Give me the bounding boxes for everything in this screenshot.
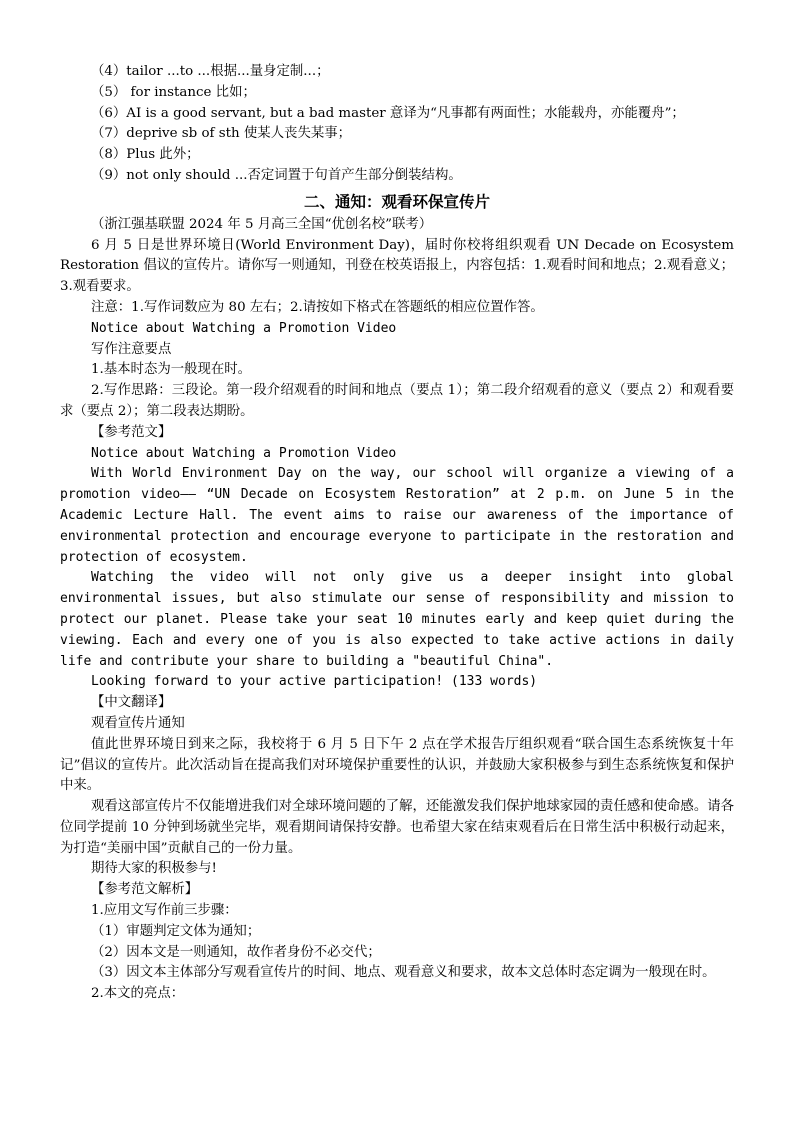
analysis-step: （3）因文本主体部分写观看宣传片的时间、地点、观看意义和要求，故本文总体时态定调为一般现在时。 (91, 965, 716, 981)
source-line: （浙江强基联盟 2024 年 5 月高三全国“优创名校”联考） (91, 216, 433, 232)
note-item: （7）deprive sb of sth 使某人丧失某事； (91, 126, 352, 142)
section-title: 二、通知：观看环保宣传片 (303, 192, 490, 211)
translation-label: 【中文翻译】 (91, 695, 172, 711)
tip-item: 2.写作思路：三段论。第一段介绍观看的时间和地点（要点 1）；第二段介绍观看的意义（要点 2）和观看要求（要点 2）；第二段表达期盼。 (60, 383, 734, 419)
translation-title: 观看宣传片通知 (91, 715, 185, 731)
format-heading: Notice about Watching a Promotion Video (91, 320, 397, 336)
note-item: （9）not only should ...否定词置于句首产生部分倒装结构。 (91, 167, 462, 183)
translation-paragraph: 观看这部宣传片不仅能增进我们对全球环境问题的了解，还能激发我们保护地球家园的责任感和使命感。请各位同学提前 10 分钟到场就坐完毕，观看期间请保持安静。也希望大家在结束观看后在日常生活中积极行动起来，为打造“美丽中国”贡献自己的一份力量。 (60, 799, 734, 856)
analysis-step: （1）审题判定文体为通知； (91, 923, 261, 939)
sample-paragraph: With World Environment Day on the way, our school will organize a viewing of a promotion video—— “UN Decade on Ecosystem Restoration” at 2 p.m. on June 5 in the Academic Lecture Hall. The event aims to raise our awareness of the importance of environmental protection and encourage everyone to participate in the restoration and protection of ecosystem. (60, 466, 734, 565)
tips-title: 写作注意要点 (91, 341, 172, 357)
note-item: （6）AI is a good servant, but a bad master 意译为“凡事都有两面性；水能载舟，亦能覆舟”； (91, 105, 685, 121)
highlights-title: 2.本文的亮点： (91, 986, 185, 1002)
vocabulary-notes (60, 62, 734, 187)
document-page (60, 62, 734, 1005)
translation-paragraph: 期待大家的积极参与! (91, 861, 217, 877)
task-prompt: 6 月 5 日是世界环境日(World Environment Day)，届时你校将组织观看 UN Decade on Ecosystem Restoration 倡议的宣传片。请你写一则通知，刊登在校英语报上，内容包括：1.观看时间和地点；2.观看意义；3.观看要求。 (60, 237, 734, 295)
sample-paragraph: Watching the video will not only give us a deeper insight into global environmental issues, but also stimulate our sense of responsibility and mission to protect our planet. Please take your seat 10 minutes early and keep quiet during the viewing. Each and every one of you is also expected to take active actions in daily life and contribute your share to building a "beautiful China". (60, 570, 734, 669)
analysis-label: 【参考范文解析】 (91, 882, 199, 898)
note-item: （8）Plus 此外； (91, 147, 200, 163)
tip-item: 1.基本时态为一般现在时。 (91, 362, 252, 378)
note-item: （4）tailor ...to ...根据...量身定制...； (91, 64, 330, 79)
translation-paragraph: 值此世界环境日到来之际，我校将于 6 月 5 日下午 2 点在学术报告厅组织观看“联合国生态系统恢复十年记”倡议的宣传片。此次活动旨在提高我们对环境保护重要性的认识，并鼓励大家积极参与到生态系统恢复和保护中来。 (60, 736, 734, 794)
sample-title: Notice about Watching a Promotion Video (91, 445, 397, 461)
sample-paragraph: Looking forward to your active participation! (133 words) (91, 674, 538, 690)
analysis-step: （2）因本文是一则通知，故作者身份不必交代； (91, 944, 381, 960)
task-notice: 注意：1.写作词数应为 80 左右；2.请按如下格式在答题纸的相应位置作答。 (91, 299, 544, 315)
sample-label: 【参考范文】 (91, 424, 172, 440)
analysis-steps-title: 1.应用文写作前三步骤： (91, 903, 238, 919)
note-item: （5） for instance 比如； (91, 84, 256, 100)
